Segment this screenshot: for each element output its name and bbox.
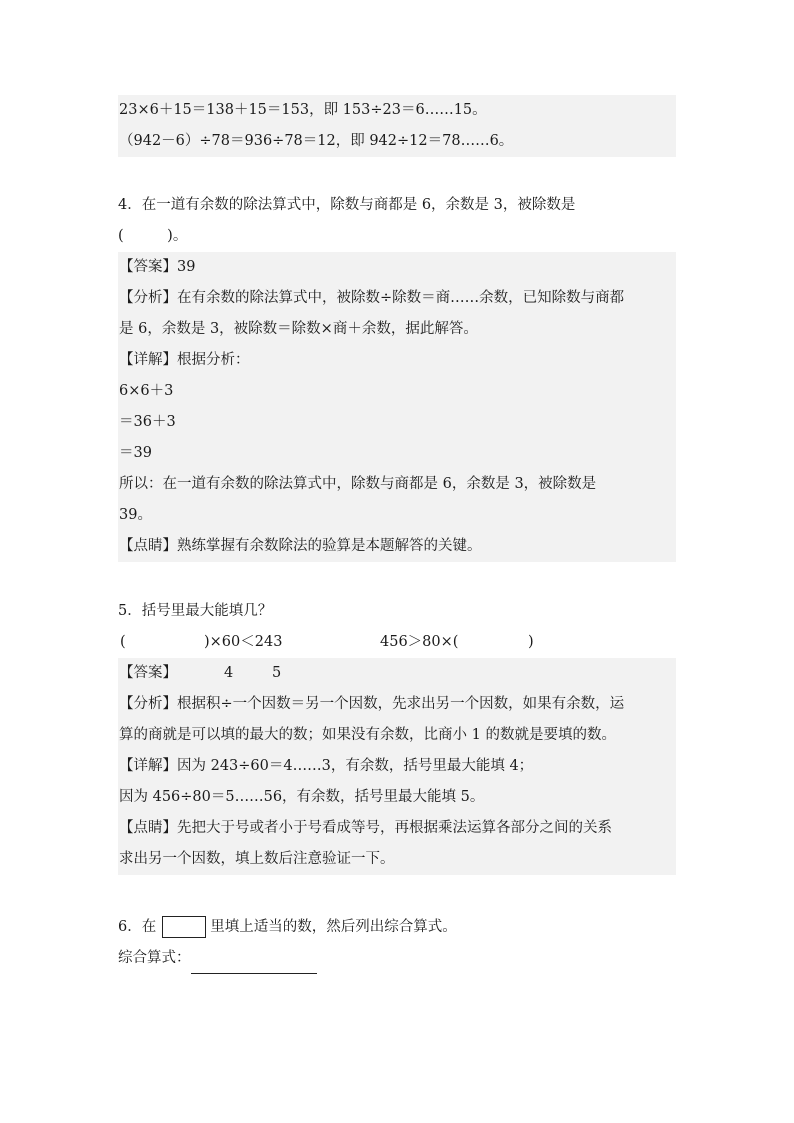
analysis-text: 在有余数的除法算式中，被除数÷除数＝商……余数，已知除数与商都	[177, 290, 625, 306]
question-text: 4．在一道有余数的除法算式中，除数与商都是 6，余数是 3，被除数是	[118, 197, 576, 213]
question-6	[118, 912, 676, 974]
question-text: 5．括号里最大能填几？	[118, 603, 273, 619]
q5-solution-block	[118, 658, 676, 875]
answer-value: 39	[177, 259, 196, 275]
detail-text: 39。	[119, 507, 152, 523]
detail-text: 因为 456÷80＝5……56，有余数，括号里最大能填 5。	[119, 789, 485, 805]
comment-tag: 【点睛】	[119, 820, 177, 836]
detail-text: 6×6＋3	[119, 383, 174, 399]
q6-prefix: 6．在	[118, 919, 157, 935]
analysis-text: 是 6，余数是 3，被除数＝除数×商＋余数，据此解答。	[119, 321, 478, 337]
answer-tag: 【答案】	[119, 665, 177, 681]
analysis-line	[118, 283, 676, 314]
prev-solution-block	[118, 95, 676, 157]
detail-tag: 【详解】	[119, 352, 177, 368]
question-text: ( )。	[118, 228, 188, 244]
analysis-tag: 【分析】	[119, 290, 177, 306]
question-expressions	[118, 627, 676, 658]
question-4	[118, 190, 676, 252]
formula-line	[118, 943, 676, 974]
comment-line	[118, 813, 676, 844]
expr2-close-paren: )	[528, 634, 534, 650]
comment-text: 先把大于号或者小于号看成等号，再根据乘法运算各部分之间的关系	[177, 820, 612, 836]
analysis-line	[118, 689, 676, 720]
expr1-rest: )×60＜243	[204, 634, 283, 650]
comment-tag: 【点睛】	[119, 538, 177, 554]
detail-text: 所以：在一道有余数的除法算式中，除数与商都是 6，余数是 3，被除数是	[119, 476, 597, 492]
question-5	[118, 596, 676, 658]
formula-answer-blank[interactable]	[191, 955, 317, 974]
expr2: 456＞80×(	[380, 634, 459, 650]
solution-line: 23×6＋15＝138＋15＝153，即 153÷23＝6……15。	[119, 102, 487, 118]
detail-text: ＝36＋3	[119, 414, 176, 430]
q6-suffix: 里填上适当的数，然后列出综合算式。	[210, 919, 457, 935]
detail-line	[118, 345, 676, 376]
comment-text: 熟练掌握有余数除法的验算是本题解答的关键。	[177, 538, 482, 554]
formula-label: 综合算式：	[118, 950, 191, 966]
comment-line	[118, 531, 676, 562]
detail-tag: 【详解】	[119, 758, 177, 774]
answer-value-2: 5	[272, 665, 282, 681]
answer-line	[118, 252, 676, 283]
solution-line: （942－6）÷78＝936÷78＝12，即 942÷12＝78……6。	[119, 133, 514, 149]
comment-text: 求出另一个因数，填上数后注意验证一下。	[119, 851, 395, 867]
q4-solution-block	[118, 252, 676, 562]
detail-text: 根据分析：	[177, 352, 250, 368]
answer-value-1: 4	[224, 665, 234, 681]
expr1-open-paren: (	[120, 634, 126, 650]
answer-box[interactable]	[162, 916, 206, 938]
question-text	[118, 912, 676, 943]
analysis-text: 根据积÷一个因数＝另一个因数，先求出另一个因数，如果有余数，运	[177, 696, 625, 712]
answer-tag: 【答案】	[119, 259, 177, 275]
answer-line	[118, 658, 676, 689]
detail-text: ＝39	[119, 445, 152, 461]
analysis-text: 算的商就是可以填的最大的数；如果没有余数，比商小 1 的数就是要填的数。	[119, 727, 616, 743]
detail-line	[118, 751, 676, 782]
detail-text: 因为 243÷60＝4……3，有余数，括号里最大能填 4；	[177, 758, 534, 774]
analysis-tag: 【分析】	[119, 696, 177, 712]
